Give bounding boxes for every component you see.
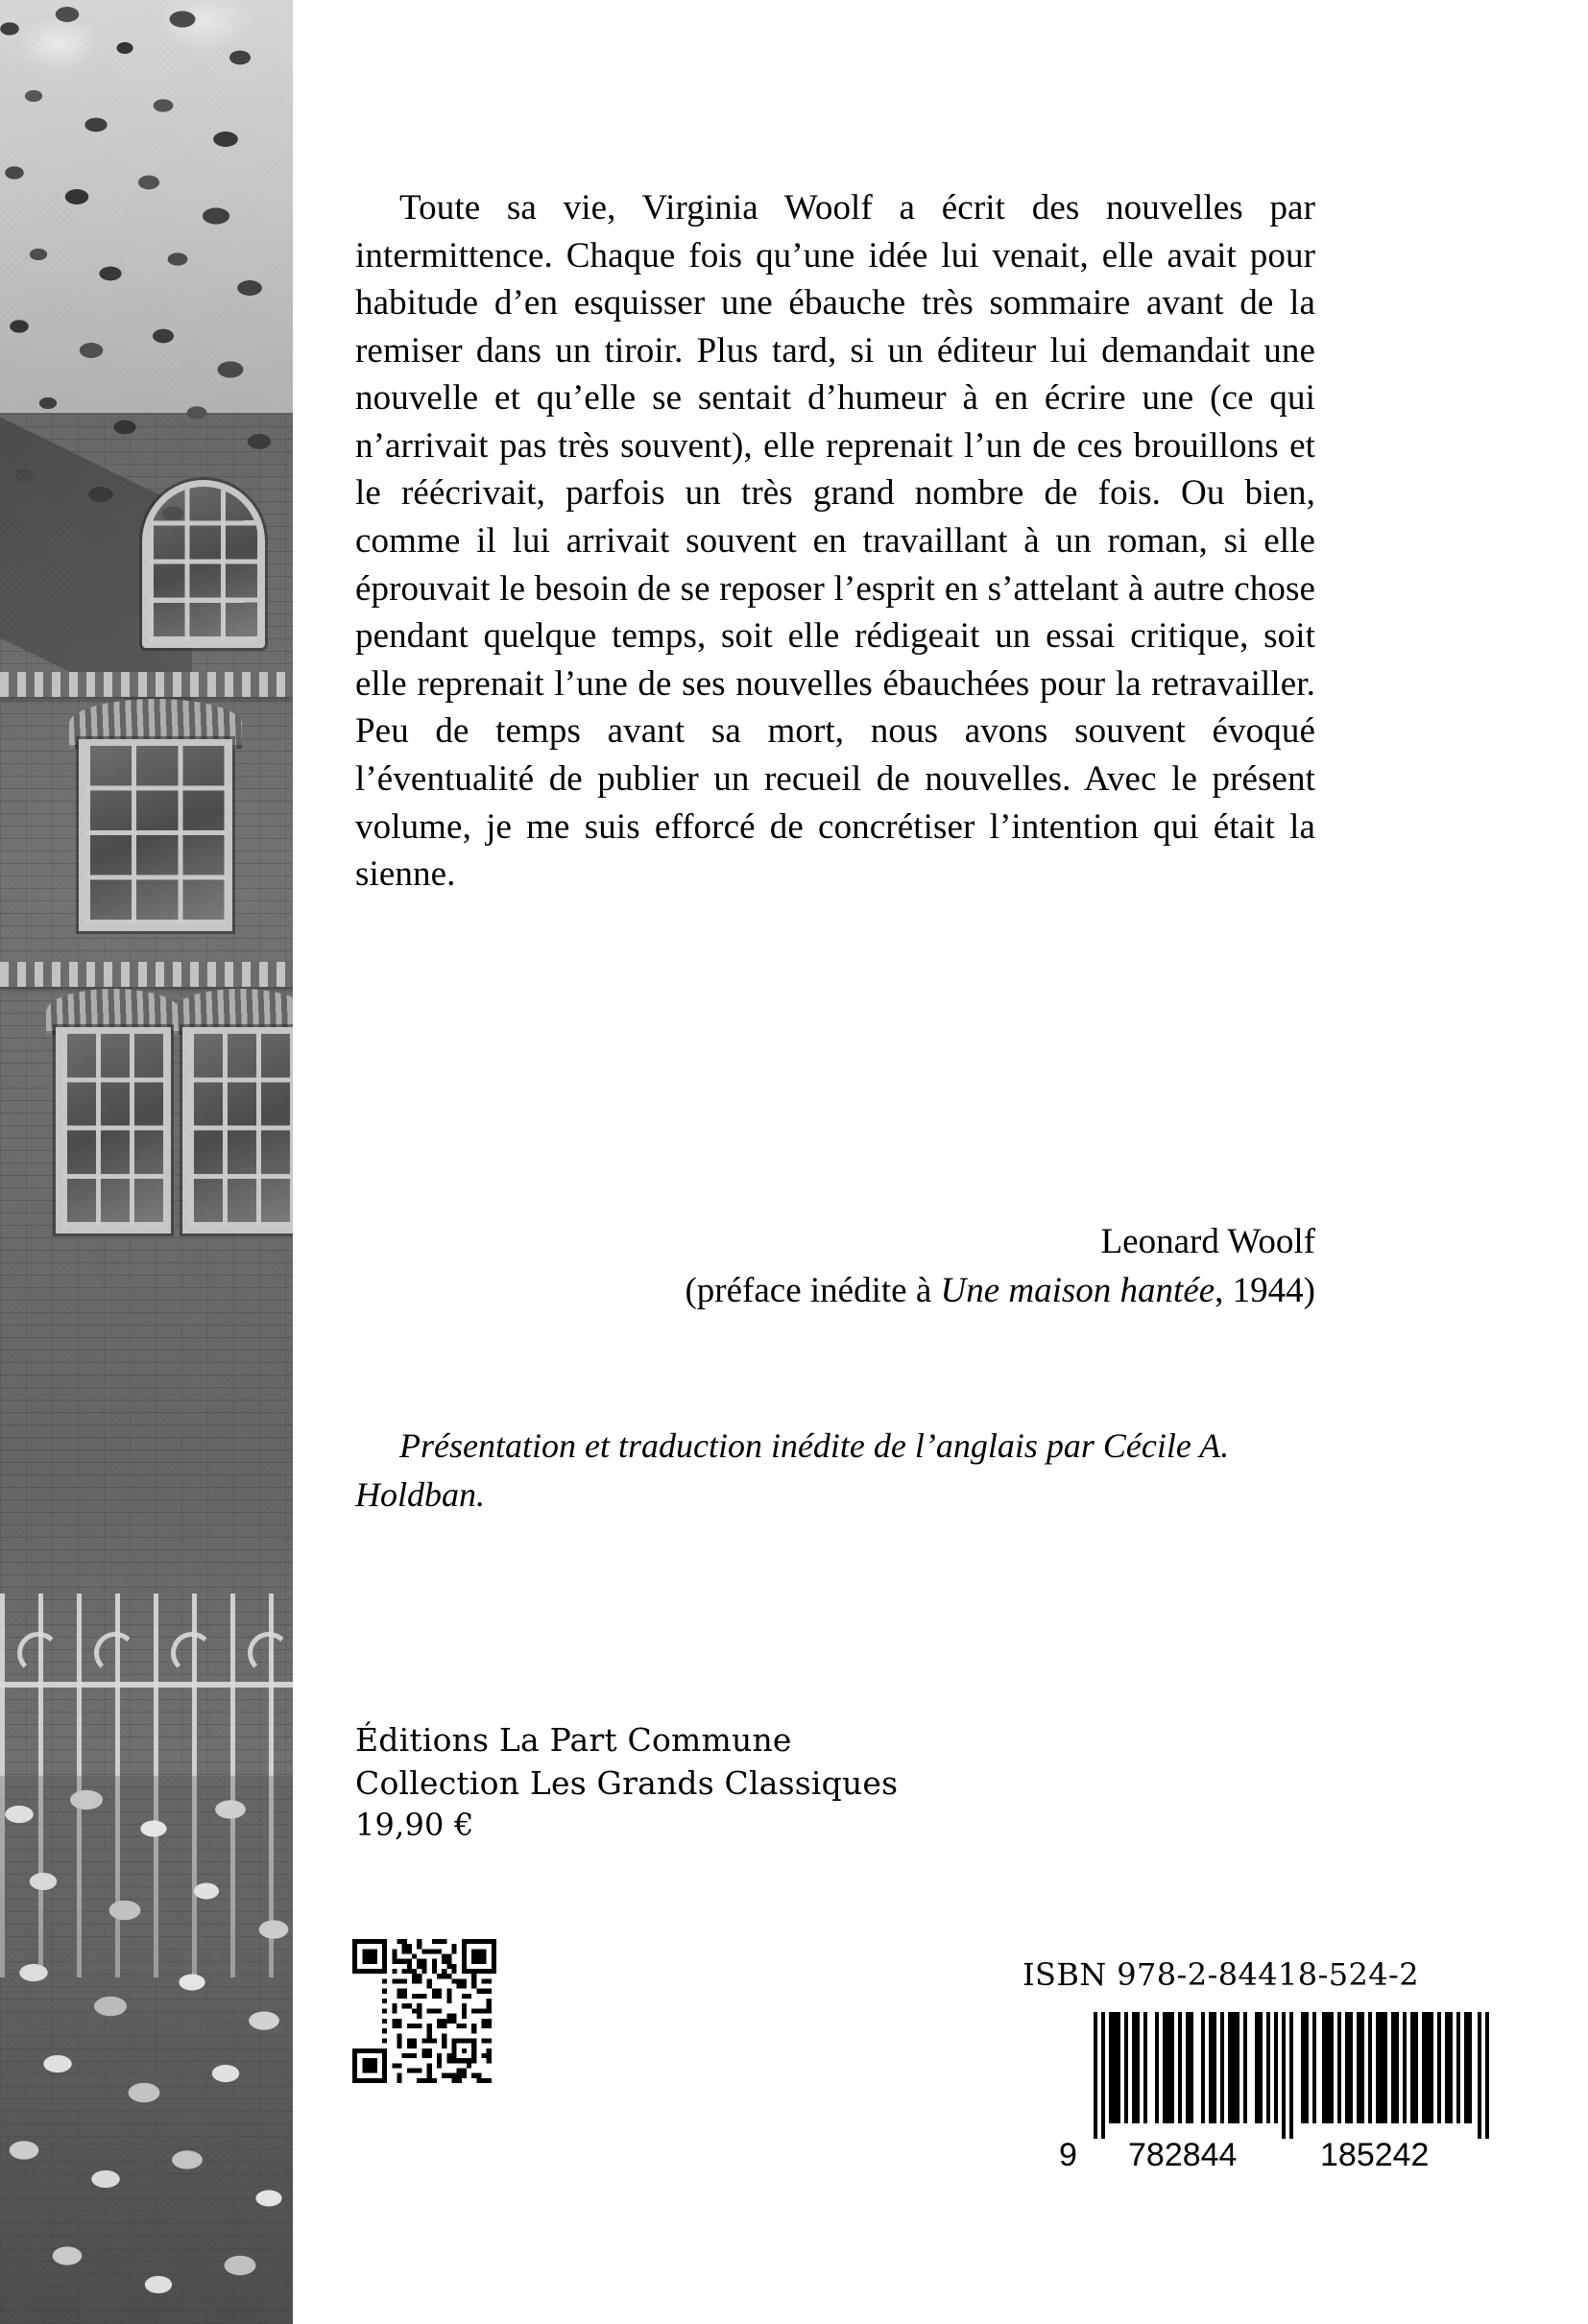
photo-cornice-lower <box>0 962 293 987</box>
photo-fence-scroll <box>17 1632 60 1674</box>
photo-window-panes <box>85 746 226 924</box>
collection-name: Collection Les Grands Classiques <box>355 1764 899 1803</box>
photo-fence-scroll <box>248 1632 290 1674</box>
attribution-source-prefix: (préface inédite à <box>685 1271 941 1311</box>
photo-window-lower-left <box>56 1027 171 1234</box>
publisher-name: Éditions La Part Commune <box>355 1721 792 1759</box>
isbn-text: ISBN 978-2-84418-524-2 <box>1023 1956 1419 1993</box>
qr-code <box>352 1939 496 2083</box>
ean13-barcode <box>1051 2008 1512 2171</box>
photo-window-middle <box>79 739 232 931</box>
attribution-author: Leonard Woolf <box>1100 1222 1315 1261</box>
imprint-block <box>355 1718 1027 1847</box>
ean-left-digit: 9 <box>1059 2137 1077 2171</box>
attribution-source <box>355 1266 1315 1315</box>
cover-photograph <box>0 0 293 2324</box>
photo-window-panes <box>62 1034 164 1227</box>
translator-credit: Présentation et traduction inédite de l’anglais par Cécile A. Holdban. <box>355 1426 1230 1515</box>
photo-cornice-upper <box>0 672 293 697</box>
qr-code-label <box>352 2083 353 2084</box>
photo-fence-scroll <box>171 1632 213 1674</box>
ean-group-1: 782844 <box>1128 2137 1238 2171</box>
cover-text-column <box>293 0 1588 2324</box>
ean-group-2: 185242 <box>1320 2137 1430 2171</box>
photo-window-panes <box>189 1034 291 1227</box>
photo-shrubs <box>0 1776 293 2324</box>
attribution-block <box>355 1217 1315 1315</box>
photo-window-lower-right <box>182 1027 293 1234</box>
price: 19,90 € <box>355 1807 474 1844</box>
attribution-source-suffix: , 1944) <box>1215 1271 1315 1311</box>
blurb-paragraph: Toute sa vie, Virginia Woolf a écrit des nouvelles par intermittence. Chaque fois qu’une idée lui venait, elle avait pour habitude d’en esquisser une ébauche très sommaire avant de la remiser dans un tiroir. Plus tard, si un éditeur lui demandait une nouvelle et qu’elle se sentait d’humeur à en écrire une (ce qui n’arrivait pas très souvent), elle reprenait l’un de ces brouillons et le réécrivait, parfois un très grand nombre de fois. Ou bien, comme il lui arrivait souvent en travaillant à un roman, si elle éprouvait le besoin de se reposer l’esprit en s’attelant à autre chose pendant quelque temps, soit elle rédigeait un essai critique, soit elle reprenait l’une de ses nouvelles ébauchées pour la retravailler. Peu de temps avant sa mort, nous avons souvent évoqué l’éventualité de publier un recueil de nouvelles. Avec le présent volume, je me suis efforcé de concrétiser l’intention qui était la sienne. <box>355 188 1315 895</box>
photo-tree-foliage <box>0 0 293 586</box>
photo-fence-rail <box>0 1682 293 1688</box>
photo-fence-scroll <box>94 1632 136 1674</box>
attribution-source-title: Une maison hantée <box>940 1271 1215 1311</box>
